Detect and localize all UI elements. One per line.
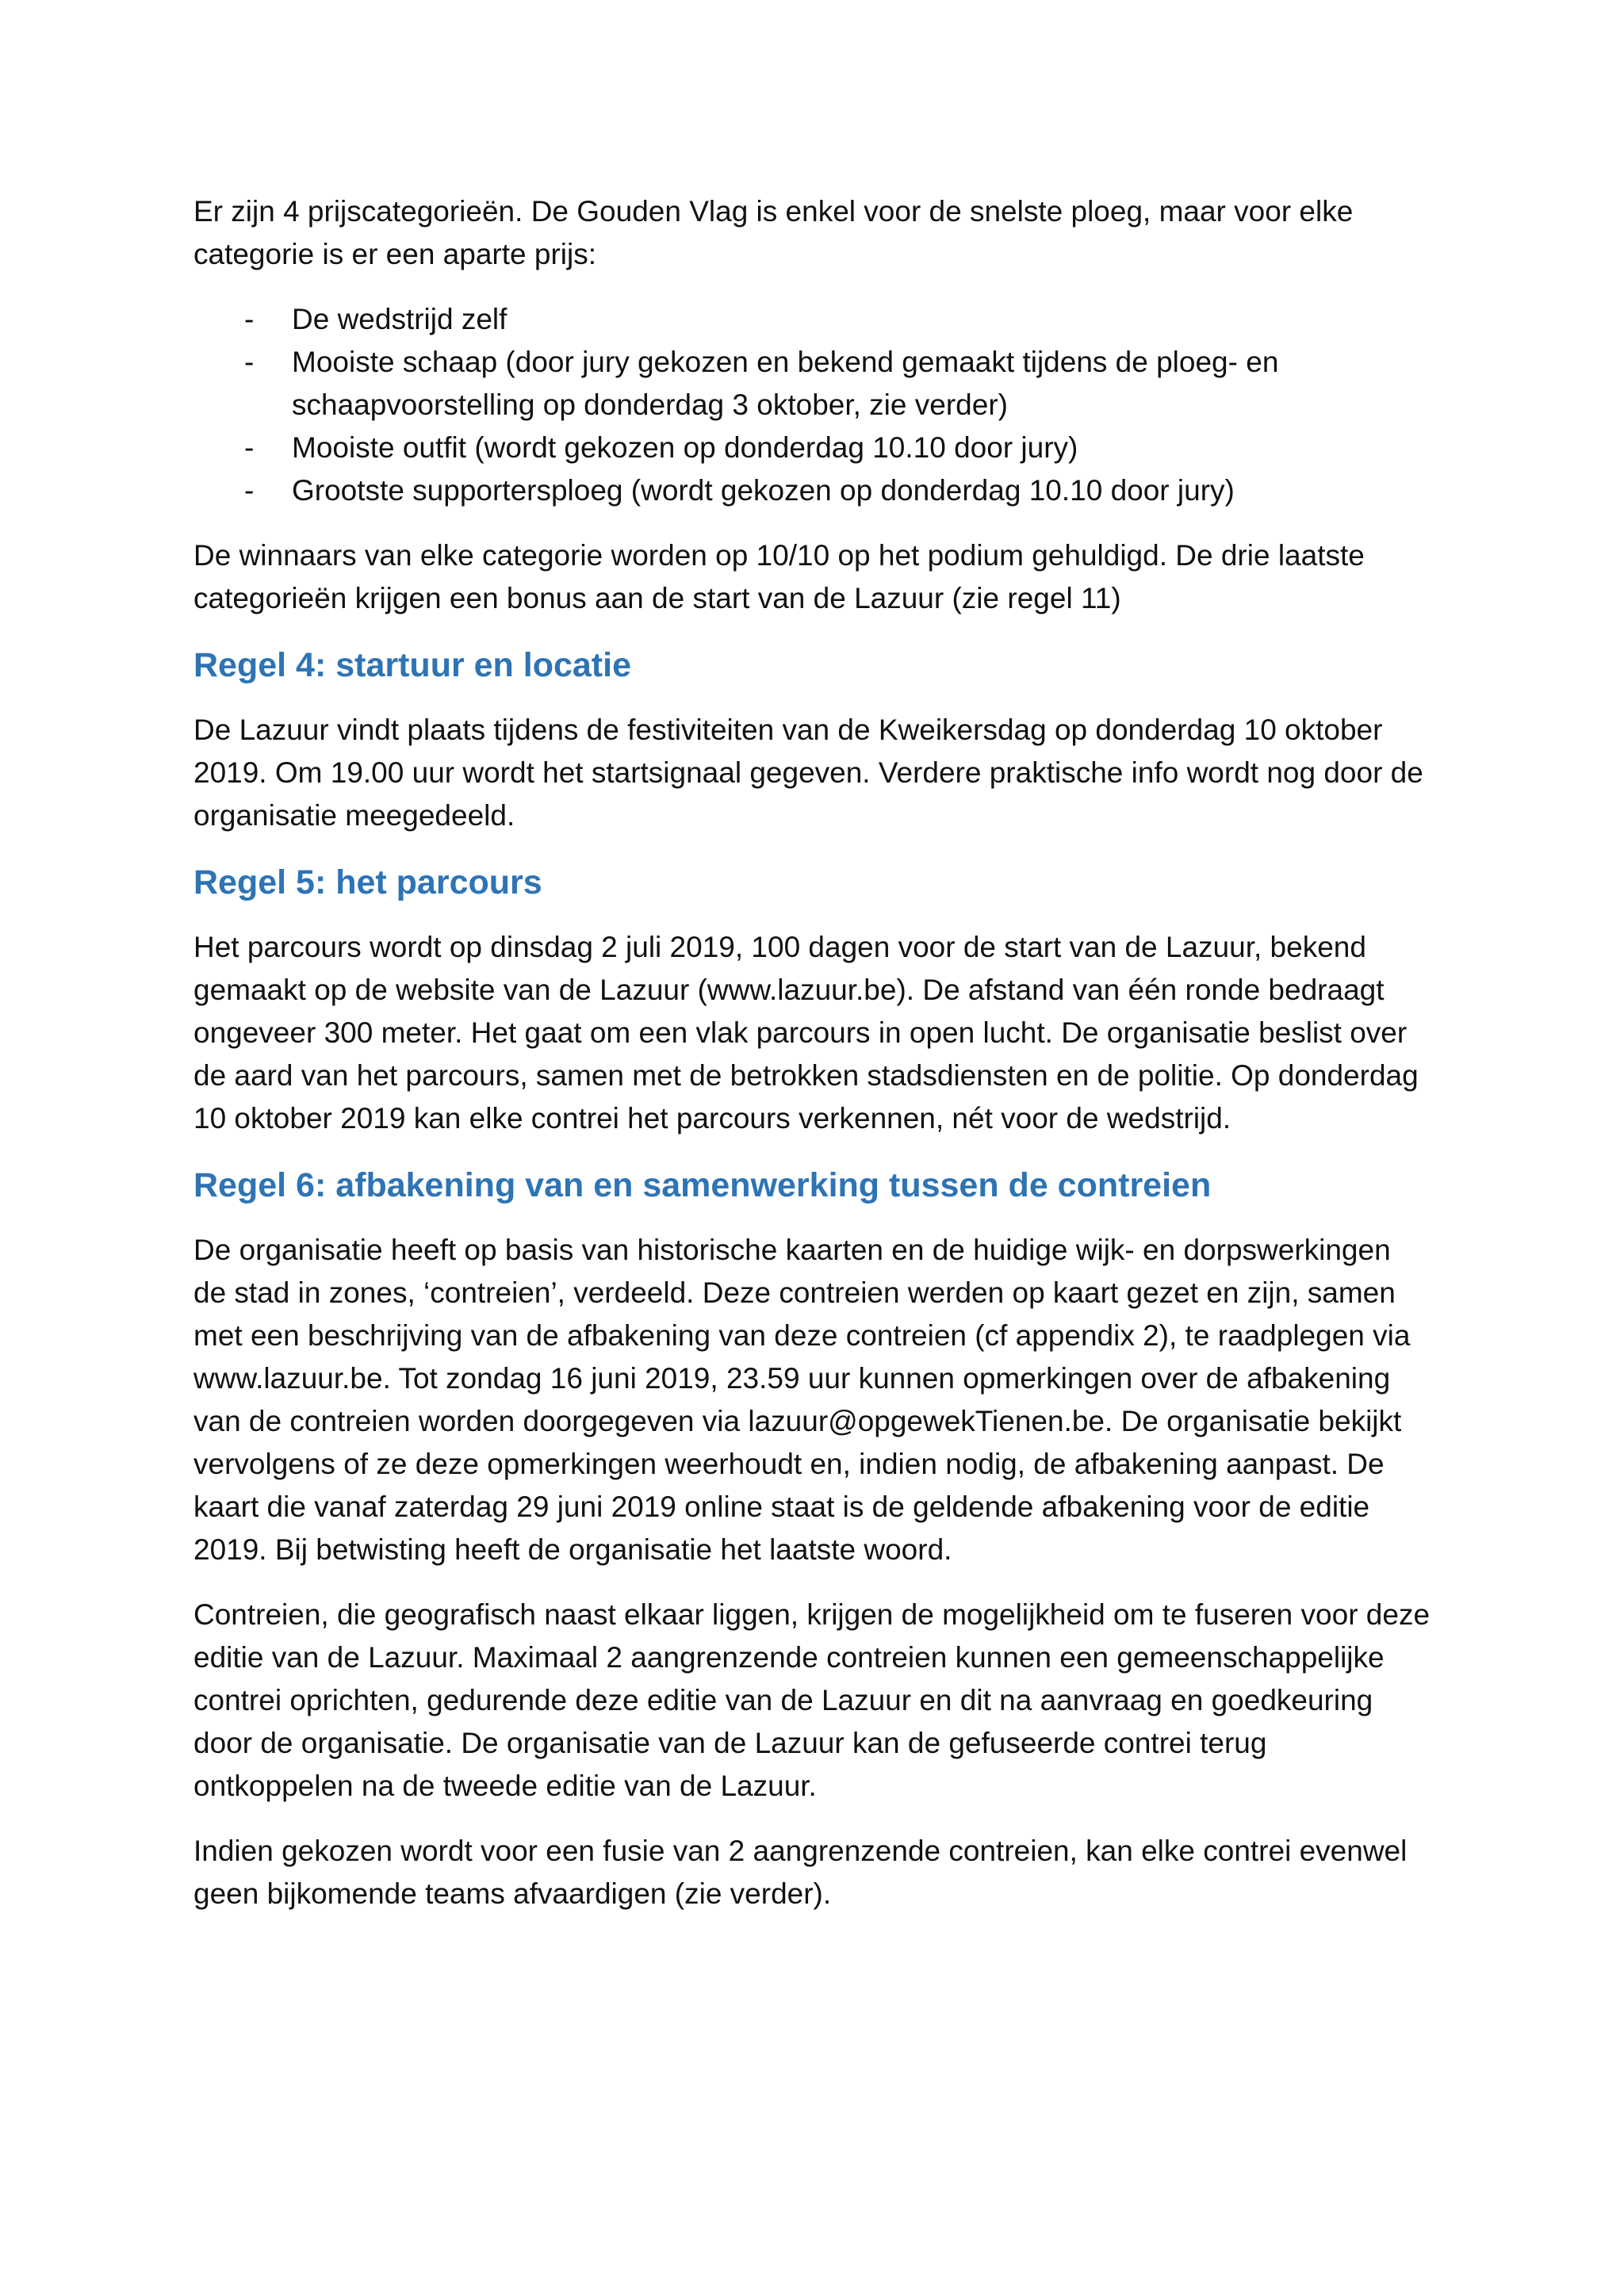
bullet-dash: - [244, 431, 255, 464]
regel-6-paragraph-2: Contreien, die geografisch naast elkaar liggen, krijgen de mogelijkheid om te fuseren voor deze editie van de Lazuur. Maximaal 2 aangrenzende contreien kunnen een gemeenschappelijke contrei oprichten, gedurende deze editie van de Lazuur en dit na aanvraag en goedkeuring door de organisatie. De organisatie van de Lazuur kan de gefuseerde contrei terug ontkoppelen na de tweede editie van de Lazuur. [193, 1598, 1431, 1802]
list-item-text: Mooiste schaap (door jury gekozen en bekend gemaakt tijdens de ploeg- en schaapvoorstelling op donderdag 3 oktober, zie verder) [292, 346, 1279, 421]
regel-6-paragraph-1: De organisatie heeft op basis van historische kaarten en de huidige wijk- en dorpswerkingen de stad in zones, ‘contreien’, verdeeld. Deze contreien werden op kaart gezet en zijn, samen met een beschrijving van de afbakening van deze contreien (cf appendix 2), te raadplegen via www.lazuur.be. Tot zondag 16 juni 2019, 23.59 uur kunnen opmerkingen over de afbakening van de contreien worden doorgegeven via lazuur@opgewekTienen.be. De organisatie bekijkt vervolgens of ze deze opmerkingen weerhoudt en, indien nodig, de afbakening aanpast. De kaart die vanaf zaterdag 29 juni 2019 online staat is de geldende afbakening voor de editie 2019. Bij betwisting heeft de organisatie het laatste woord. [193, 1234, 1411, 1566]
list-item-text: Grootste supportersploeg (wordt gekozen op donderdag 10.10 door jury) [292, 474, 1235, 507]
intro-paragraph: Er zijn 4 prijscategorieën. De Gouden Vlag is enkel voor de snelste ploeg, maar voor elke categorie is er een aparte prijs: [193, 195, 1354, 270]
bullet-dash: - [244, 346, 255, 378]
list-item-text: Mooiste outfit (wordt gekozen op donderdag 10.10 door jury) [292, 431, 1078, 464]
winners-paragraph: De winnaars van elke categorie worden op 10/10 op het podium gehuldigd. De drie laatste categorieën krijgen een bonus aan de start van de Lazuur (zie regel 11) [193, 539, 1365, 614]
prize-category-list [193, 298, 1431, 512]
heading-regel-6: Regel 6: afbakening van en samenwerking tussen de contreien [193, 1166, 1212, 1204]
list-item [193, 427, 1431, 469]
regel-4-paragraph: De Lazuur vindt plaats tijdens de festiviteiten van de Kweikersdag op donderdag 10 oktober 2019. Om 19.00 uur wordt het startsignaal gegeven. Verdere praktische info wordt nog door de organisatie meegedeeld. [193, 714, 1423, 832]
bullet-dash: - [244, 303, 255, 335]
document-body [193, 190, 1431, 1938]
regel-5-paragraph: Het parcours wordt op dinsdag 2 juli 2019, 100 dagen voor de start van de Lazuur, bekend gemaakt op de website van de Lazuur (www.lazuur.be). De afstand van één ronde bedraagt ongeveer 300 meter. Het gaat om een vlak parcours in open lucht. De organisatie beslist over de aard van het parcours, samen met de betrokken stadsdiensten en de politie. Op donderdag 10 oktober 2019 kan elke contrei het parcours verkennen, nét voor de wedstrijd. [193, 931, 1419, 1135]
list-item [193, 298, 1431, 341]
heading-regel-4: Regel 4: startuur en locatie [193, 646, 631, 684]
list-item [193, 341, 1431, 427]
bullet-dash: - [244, 474, 255, 507]
regel-6-paragraph-3: Indien gekozen wordt voor een fusie van 2 aangrenzende contreien, kan elke contrei evenwel geen bijkomende teams afvaardigen (zie verder). [193, 1835, 1408, 1910]
list-item [193, 469, 1431, 512]
list-item-text: De wedstrijd zelf [292, 303, 508, 335]
heading-regel-5: Regel 5: het parcours [193, 863, 542, 901]
